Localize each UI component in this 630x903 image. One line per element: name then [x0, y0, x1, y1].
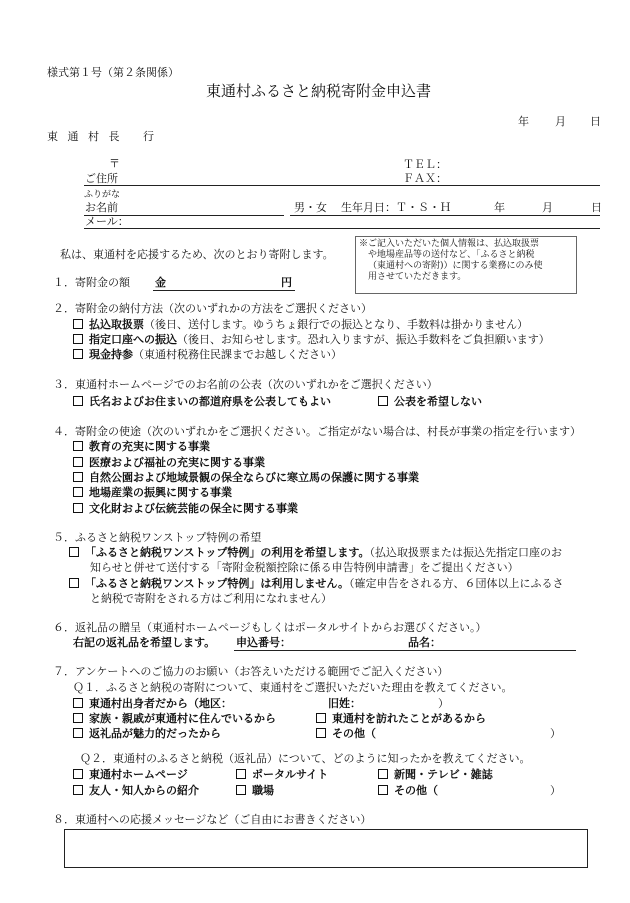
- checkbox[interactable]: [73, 698, 83, 708]
- checkbox[interactable]: [73, 769, 83, 779]
- s7-q1: Ｑ１．ふるさと納税の寄附について、東通村をご選択いただいた理由を教えてください。: [73, 681, 513, 694]
- s1-yen: 円: [281, 276, 292, 289]
- checkbox[interactable]: [378, 769, 388, 779]
- addressee: 東 通 村 長 行: [47, 130, 157, 143]
- birth-underline: [290, 215, 600, 216]
- s7-q1-option-5[interactable]: その他（: [316, 727, 376, 741]
- checkbox[interactable]: [73, 441, 83, 451]
- name-label: お名前: [85, 201, 118, 214]
- form-number: 様式第１号（第２条関係）: [47, 66, 179, 79]
- checkbox[interactable]: [73, 487, 83, 497]
- date-month: 月: [555, 115, 566, 128]
- s2-option-2[interactable]: 指定口座への振込（後日、お知らせします。恐れ入りますが、振込手数料をご負担願います）: [73, 333, 550, 347]
- s7-q1-option-1[interactable]: 東通村出身者だから（地区：: [73, 697, 232, 711]
- s4-option-2[interactable]: 医療および福祉の充実に関する事業: [73, 456, 265, 470]
- checkbox[interactable]: [73, 713, 83, 723]
- s5-title: ５．ふるさと納税ワンストップ特例の希望: [53, 531, 262, 544]
- s5-option-2-line2: と納税で寄附をされる方はご利用になれません）: [90, 592, 332, 605]
- postal-mark: 〒: [109, 157, 120, 170]
- birth-year: 年: [494, 201, 505, 214]
- s6-title: ６．返礼品の贈呈（東通村ホームページもしくはポータルサイトからお選びください。）: [53, 621, 487, 634]
- checkbox[interactable]: [73, 349, 83, 359]
- s6-underline: [234, 650, 576, 651]
- s7-q2-option-1[interactable]: 東通村ホームページ: [73, 768, 188, 782]
- s7-q2-option-6-close: ）: [550, 784, 561, 797]
- furigana-label: ふりがな: [84, 190, 121, 200]
- s7-q1-option-2[interactable]: 家族・親戚が東通村に住んでいるから: [73, 712, 276, 726]
- s7-q2-option-5[interactable]: 職場: [236, 784, 274, 798]
- checkbox[interactable]: [73, 396, 83, 406]
- s2-option-1[interactable]: 払込取扱票（後日、送付します。ゆうちょ銀行での振込となり、手数料は掛かりません）: [73, 318, 528, 332]
- fax-label: ＦＡＸ：: [403, 172, 447, 185]
- mail-underline: [84, 228, 600, 229]
- checkbox[interactable]: [73, 319, 83, 329]
- checkbox[interactable]: [73, 503, 83, 513]
- amount-underline: [153, 290, 295, 291]
- message-box[interactable]: [64, 829, 588, 868]
- s4-option-3[interactable]: 自然公園および地域景観の保全ならびに寒立馬の保護に関する事業: [73, 471, 419, 485]
- birth-day: 日: [591, 201, 602, 214]
- s8-title: ８．東通村への応援メッセージなど（ご自由にお書きください）: [53, 813, 372, 826]
- s4-title: ４．寄附金の使途（次のいずれかをご選択ください。ご指定がない場合は、村長が事業の指定を行います）: [53, 425, 581, 438]
- s7-q1-maiden-name: 旧姓：: [328, 697, 361, 710]
- s2-title: ２．寄附金の納付方法（次のいずれかの方法をご選択ください）: [53, 302, 372, 315]
- s7-q1-option-1-close: ）: [438, 697, 449, 710]
- s5-option-1[interactable]: 「ふるさと納税ワンストップ特例」の利用を希望します。（払込取扱票または振込先指定口座のお: [69, 546, 562, 560]
- checkbox[interactable]: [236, 769, 246, 779]
- checkbox[interactable]: [73, 457, 83, 467]
- checkbox[interactable]: [316, 713, 326, 723]
- s5-option-2[interactable]: 「ふるさと納税ワンストップ特例」は利用しません。（確定申告をされる方、６団体以上にふるさ: [69, 577, 564, 591]
- s7-q2-option-4[interactable]: 友人・知人からの紹介: [73, 784, 199, 798]
- s6-item-name: 品名：: [408, 636, 441, 649]
- s7-q1-option-3[interactable]: 東通村を訪れたことがあるから: [316, 712, 486, 726]
- s2-option-3[interactable]: 現金持参（東通村税務住民課までお越しください）: [73, 348, 342, 362]
- date-year: 年: [518, 115, 529, 128]
- s4-option-5[interactable]: 文化財および伝統芸能の保全に関する事業: [73, 502, 298, 516]
- s6-line: 右記の返礼品を希望します。: [73, 636, 216, 649]
- checkbox[interactable]: [236, 785, 246, 795]
- s7-q2: Ｑ２．東通村のふるさと納税（返礼品）について、どのように知ったかを教えてください。: [80, 752, 531, 765]
- s3-option-2[interactable]: 公表を希望しない: [378, 395, 482, 409]
- birth-month: 月: [542, 201, 553, 214]
- s7-q1-option-4[interactable]: 返礼品が魅力的だったから: [73, 727, 221, 741]
- checkbox[interactable]: [69, 578, 79, 588]
- checkbox[interactable]: [73, 785, 83, 795]
- privacy-note: ※ご記入いただいた個人情報は、払込取扱票 や地場産品等の送付など、「ふるさと納税 （東通村への寄附)）に関する業務にのみ使 用させていただきます。: [355, 236, 577, 294]
- s7-q1-option-5-close: ）: [550, 727, 561, 740]
- checkbox[interactable]: [73, 334, 83, 344]
- intro-text: 私は、東通村を応援するため、次のとおり寄附します。: [60, 248, 334, 261]
- checkbox[interactable]: [69, 547, 79, 557]
- s1-label: １．寄附金の額: [53, 276, 130, 289]
- s7-q2-option-3[interactable]: 新聞・テレビ・雑誌: [378, 768, 493, 782]
- s3-option-1[interactable]: 氏名およびお住まいの都道府県を公表してもよい: [73, 395, 331, 409]
- mail-label: メール：: [85, 215, 129, 228]
- tel-label: ＴＥＬ：: [403, 158, 447, 171]
- s6-app-no: 申込番号：: [236, 636, 291, 649]
- date-day: 日: [590, 115, 601, 128]
- s5-option-1-line2: 知らせと併せて送付する「寄附金税額控除に係る申告特例申請書」をご提出ください）: [90, 561, 519, 574]
- s3-title: ３．東通村ホームページでのお名前の公表（次のいずれかをご選択ください）: [53, 378, 438, 391]
- s7-title: ７．アンケートへのご協力のお願い（お答えいただける範囲でご記入ください）: [53, 665, 449, 678]
- s1-kin: 金: [155, 276, 166, 289]
- form-title: 東通村ふるさと納税寄附金申込書: [206, 82, 432, 100]
- address-underline: [84, 185, 600, 186]
- checkbox[interactable]: [73, 728, 83, 738]
- checkbox[interactable]: [316, 728, 326, 738]
- checkbox[interactable]: [378, 396, 388, 406]
- s7-q2-option-2[interactable]: ポータルサイト: [236, 768, 328, 782]
- s4-option-4[interactable]: 地場産業の振興に関する事業: [73, 486, 232, 500]
- birth-label: 生年月日：Ｔ・Ｓ・Ｈ: [341, 201, 451, 214]
- gender-select[interactable]: 男・女: [294, 201, 327, 214]
- checkbox[interactable]: [378, 785, 388, 795]
- s7-q2-option-6[interactable]: その他（: [378, 784, 438, 798]
- s4-option-1[interactable]: 教育の充実に関する事業: [73, 440, 210, 454]
- checkbox[interactable]: [73, 472, 83, 482]
- address-label: ご住所: [85, 172, 118, 185]
